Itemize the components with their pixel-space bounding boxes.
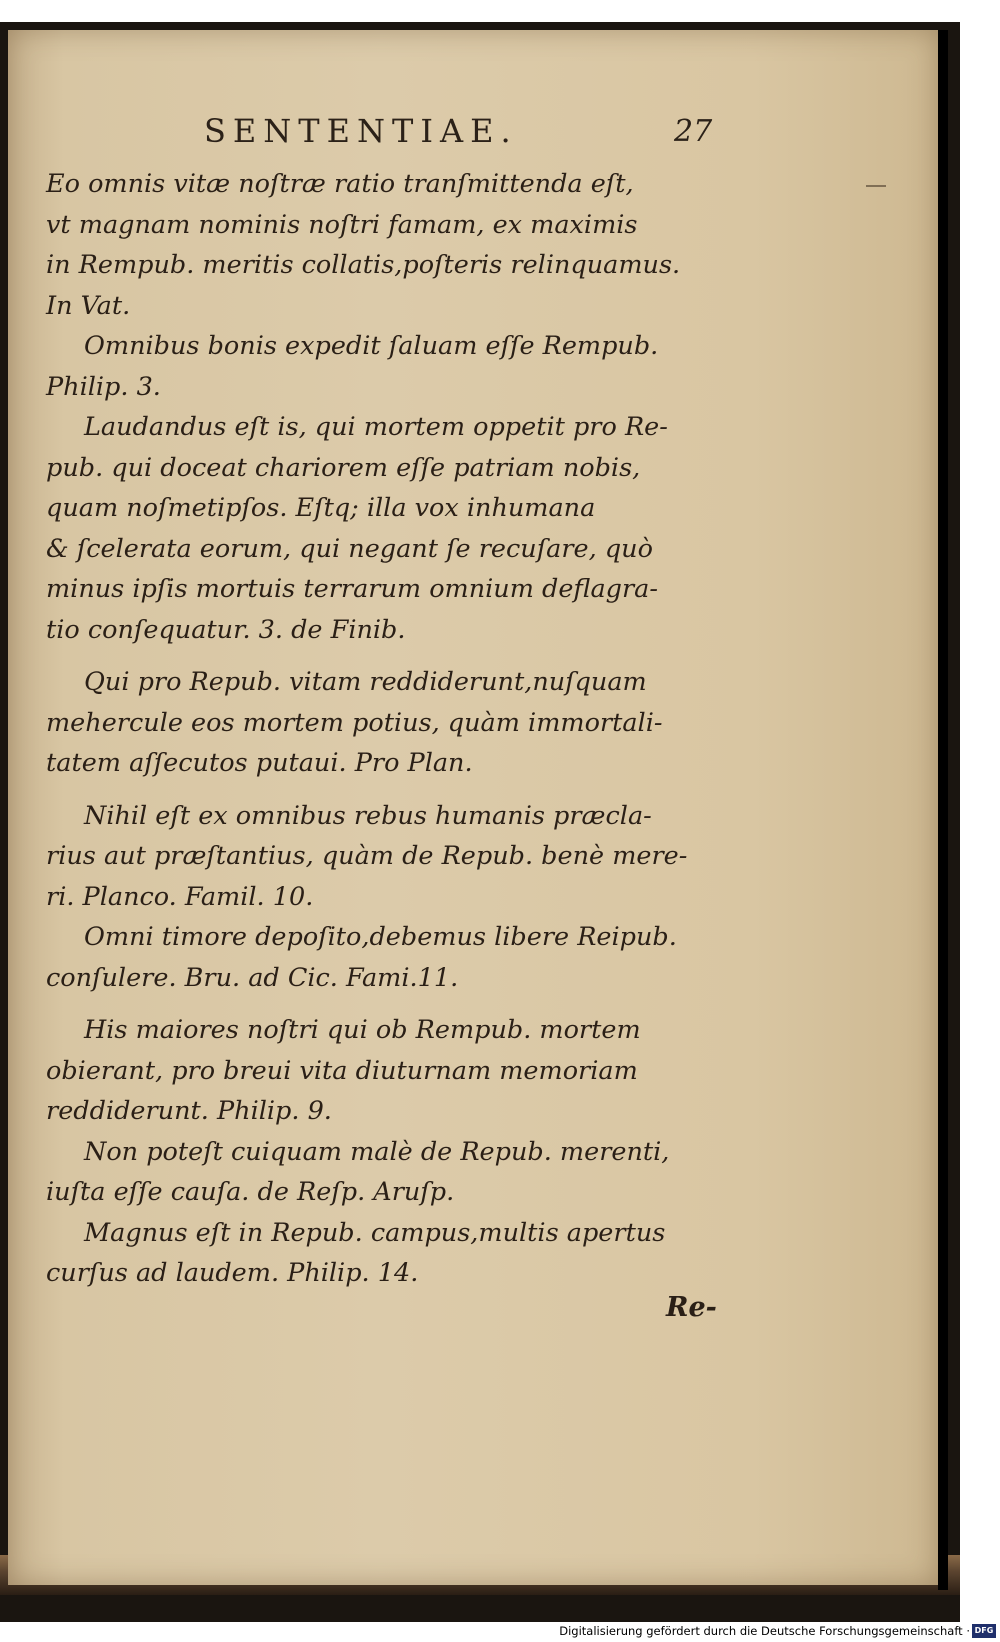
text-line: Laudandus eſt is, qui mortem oppetit pro Re-: [84, 412, 668, 442]
text-line: Philip. 3.: [46, 371, 161, 402]
page-right-edge: [938, 30, 948, 1590]
book-page: [8, 30, 938, 1585]
digitization-footer: [0, 1622, 1000, 1642]
text-line: in Rempub. meritis collatis,poſteris relinquamus.: [46, 250, 681, 280]
text-line: minus ipſis mortuis terrarum omnium deflagra-: [46, 574, 658, 604]
text-line: vt magnam nominis noſtri famam, ex maximis: [46, 209, 638, 240]
text-line: quam noſmetipſos. Eſtq; illa vox inhumana: [46, 493, 596, 523]
text-line: Qui pro Repub. vitam reddiderunt,nuſquam: [84, 667, 647, 697]
text-line: Omni timore depoſito,debemus libere Reipub.: [84, 922, 677, 952]
dfg-logo-icon: DFG: [972, 1624, 996, 1638]
text-line: mehercule eos mortem potius, quàm immortali-: [46, 707, 663, 738]
funding-credit: Digitalisierung gefördert durch die Deutsche Forschungsgemeinschaft ·: [559, 1624, 970, 1638]
text-line: In Vat.: [46, 290, 131, 321]
text-line: Eo omnis vitæ noſtræ ratio tranſmittenda eſt,: [46, 169, 634, 199]
text-line: Non poteſt cuiquam malè de Repub. merenti,: [84, 1136, 670, 1167]
text-line: curſus ad laudem. Philip. 14.: [46, 1258, 419, 1288]
text-line: reddiderunt. Philip. 9.: [46, 1096, 332, 1126]
text-line: rius aut præſtantius, quàm de Repub. benè mere-: [46, 841, 688, 871]
text-line: His maiores noſtri qui ob Rempub. mortem: [84, 1015, 641, 1045]
text-line: ri. Planco. Famil. 10.: [46, 881, 314, 912]
page-header: [8, 112, 938, 152]
text-line: & ſcelerata eorum, qui negant ſe recuſare, quò: [46, 533, 653, 564]
page-number: 27: [674, 114, 713, 149]
margin-mark: [866, 185, 886, 187]
running-title: SENTENTIAE.: [204, 112, 518, 150]
catchword: Re-: [666, 1292, 717, 1323]
text-line: iuſta eſſe cauſa. de Reſp. Aruſp.: [46, 1177, 455, 1207]
text-line: Omnibus bonis expedit ſaluam eſſe Rempub.: [84, 331, 659, 361]
text-line: Magnus eſt in Repub. campus,multis apertus: [84, 1217, 666, 1248]
text-line: Nihil eſt ex omnibus rebus humanis præcla-: [84, 800, 652, 831]
text-line: conſulere. Bru. ad Cic. Fami.11.: [46, 962, 459, 993]
body-text: [46, 164, 736, 1294]
text-line: tatem aſſecutos putaui. Pro Plan.: [46, 748, 473, 778]
text-line: obierant, pro breui vita diuturnam memoriam: [46, 1055, 638, 1086]
text-line: tio conſequatur. 3. de Finib.: [46, 614, 406, 645]
text-line: pub. qui doceat chariorem eſſe patriam nobis,: [46, 452, 641, 483]
